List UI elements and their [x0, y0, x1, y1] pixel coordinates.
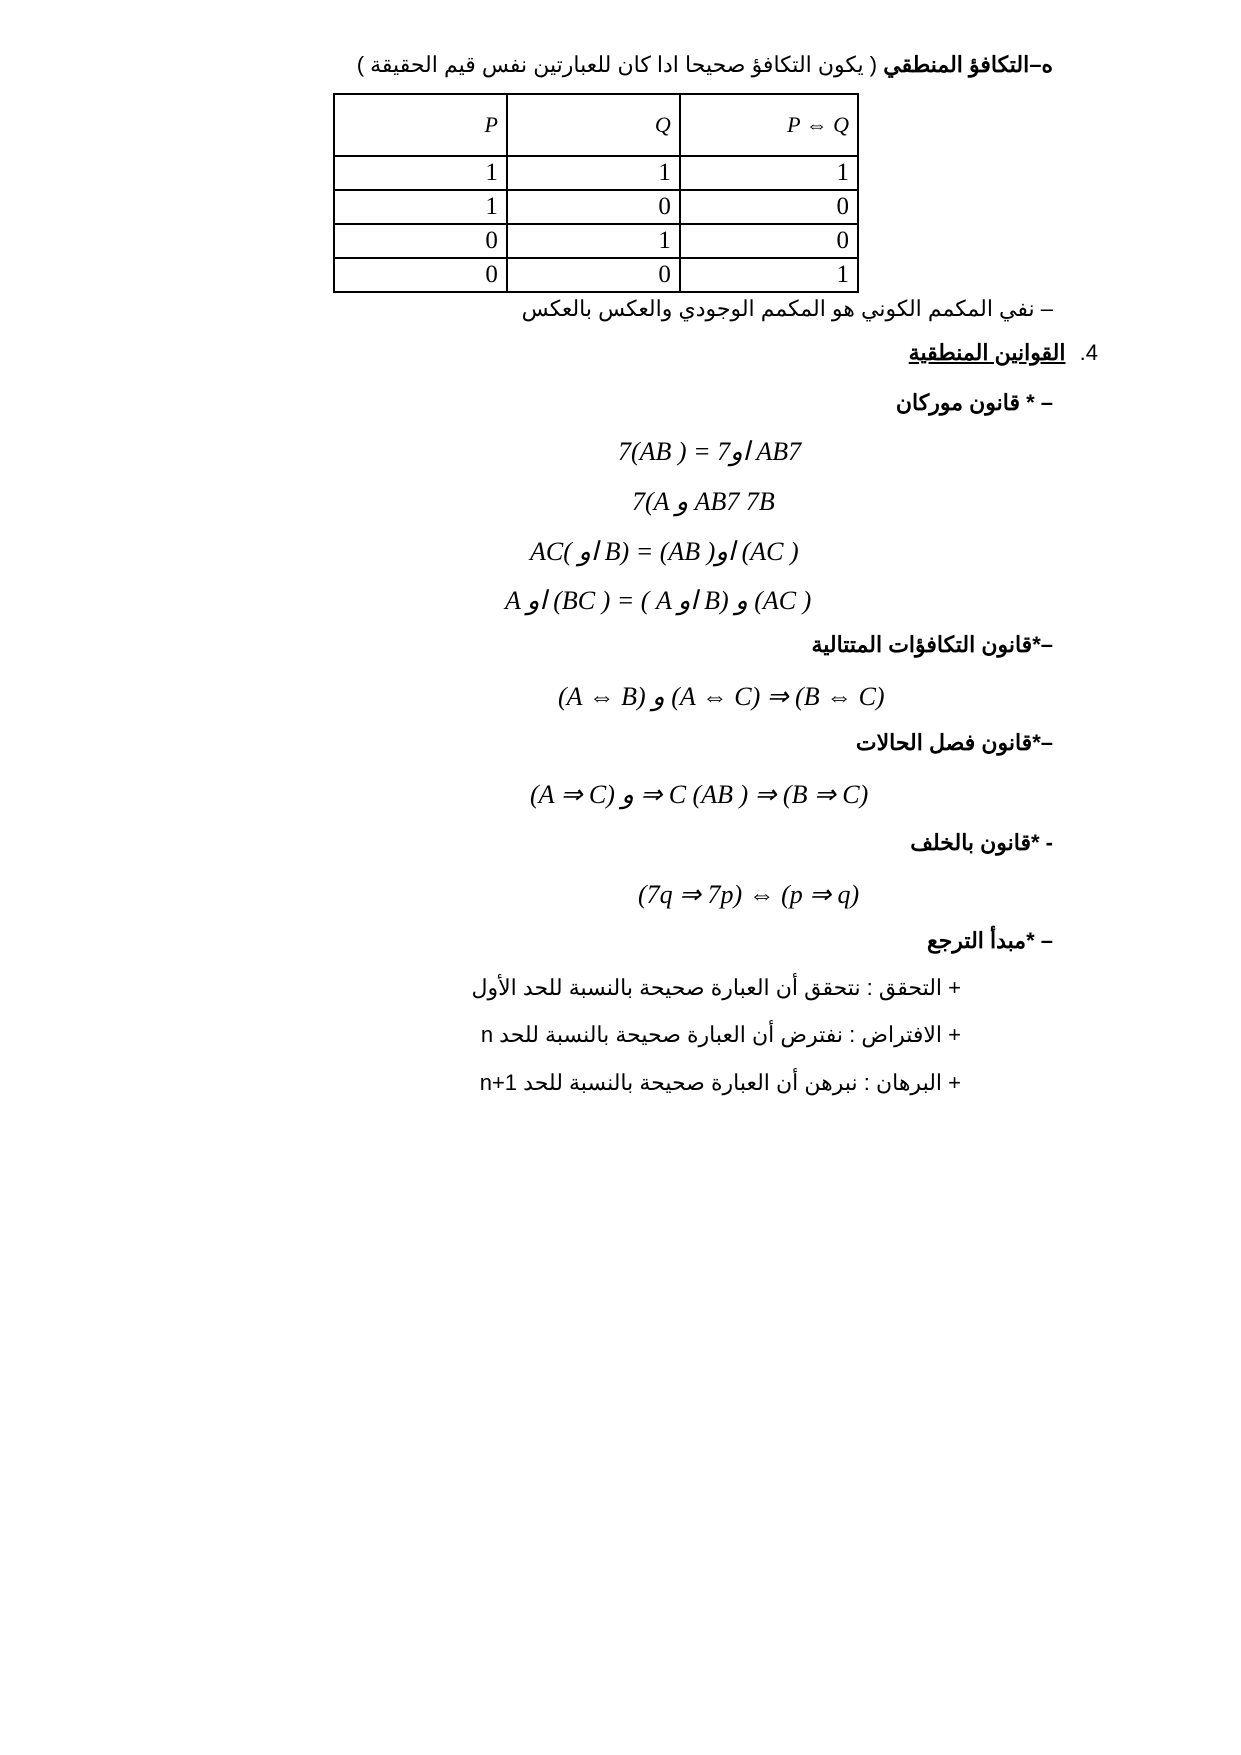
table-cell: 0 [334, 258, 507, 292]
induction-title: – *مبدأ الترجع [926, 928, 1053, 953]
section-number: 4. [1079, 340, 1098, 365]
morgan-formula-4: A او (BC ) = ( A او B) و (AC ) [505, 586, 812, 615]
table-cell: 0 [680, 224, 858, 258]
morgan-formula-3: AC( او B) = (AB )او (AC ) [530, 537, 799, 566]
induction-step-verify: + التحقق : نتحقق أن العبارة صحيحة بالنسبة للحد الأول [471, 975, 961, 1000]
header-p-iff-q: P ⇔ Q [680, 94, 858, 156]
truth-table-header [334, 94, 858, 156]
induction-step-prove: + البرهان : نبرهن أن العبارة صحيحة بالنسبة للحد n+1 [479, 1070, 961, 1095]
section-4-heading [909, 340, 1098, 366]
equivalence-heading [357, 52, 1053, 78]
table-cell: 0 [680, 190, 858, 224]
header-q: Q [507, 94, 680, 156]
induction-step-assume: + الافتراض : نفترض أن العبارة صحيحة بالنسبة للحد n [480, 1022, 961, 1047]
table-cell: 1 [334, 156, 507, 190]
header-p: P [334, 94, 507, 156]
table-row [334, 224, 858, 258]
table-row [334, 190, 858, 224]
cases-title: –*قانون فصل الحالات [855, 730, 1053, 755]
table-cell: 1 [680, 156, 858, 190]
quantifier-note: – نفي المكمم الكوني هو المكمم الوجودي والعكس بالعكس [521, 296, 1053, 321]
cases-formula: (A ⇒ C) و ⇒ C (AB ) ⇒ (B ⇒ C) [530, 780, 869, 809]
morgan-formula-1: 7(AB ) = 7او AB7 [618, 437, 802, 466]
equivalence-prefix: ه– [1029, 52, 1053, 77]
table-cell: 0 [507, 258, 680, 292]
table-row [334, 156, 858, 190]
table-cell: 0 [507, 190, 680, 224]
morgan-formula-2: 7(A و AB7 7B [632, 487, 775, 516]
table-cell: 1 [507, 224, 680, 258]
table-cell: 0 [334, 224, 507, 258]
table-cell: 1 [680, 258, 858, 292]
table-cell: 1 [507, 156, 680, 190]
contrapositive-formula: (7q ⇒ 7p) ⇔ (p ⇒ q) [638, 880, 860, 909]
truth-table [333, 93, 859, 293]
successive-title: –*قانون التكافؤات المتتالية [811, 632, 1053, 657]
successive-formula: (A ⇔ B) و (A ⇔ C) ⇒ (B ⇔ C) [558, 682, 885, 711]
contrapositive-title: - *قانون بالخلف [910, 830, 1053, 855]
morgan-title: – * قانون موركان [895, 390, 1053, 415]
table-cell: 1 [334, 190, 507, 224]
section-title: القوانين المنطقية [908, 340, 1066, 365]
table-row [334, 258, 858, 292]
equivalence-title: التكافؤ المنطقي [883, 52, 1030, 77]
equivalence-note: ( يكون التكافؤ صحيحا ادا كان للعبارتين نفس قيم الحقيقة ) [356, 52, 878, 77]
